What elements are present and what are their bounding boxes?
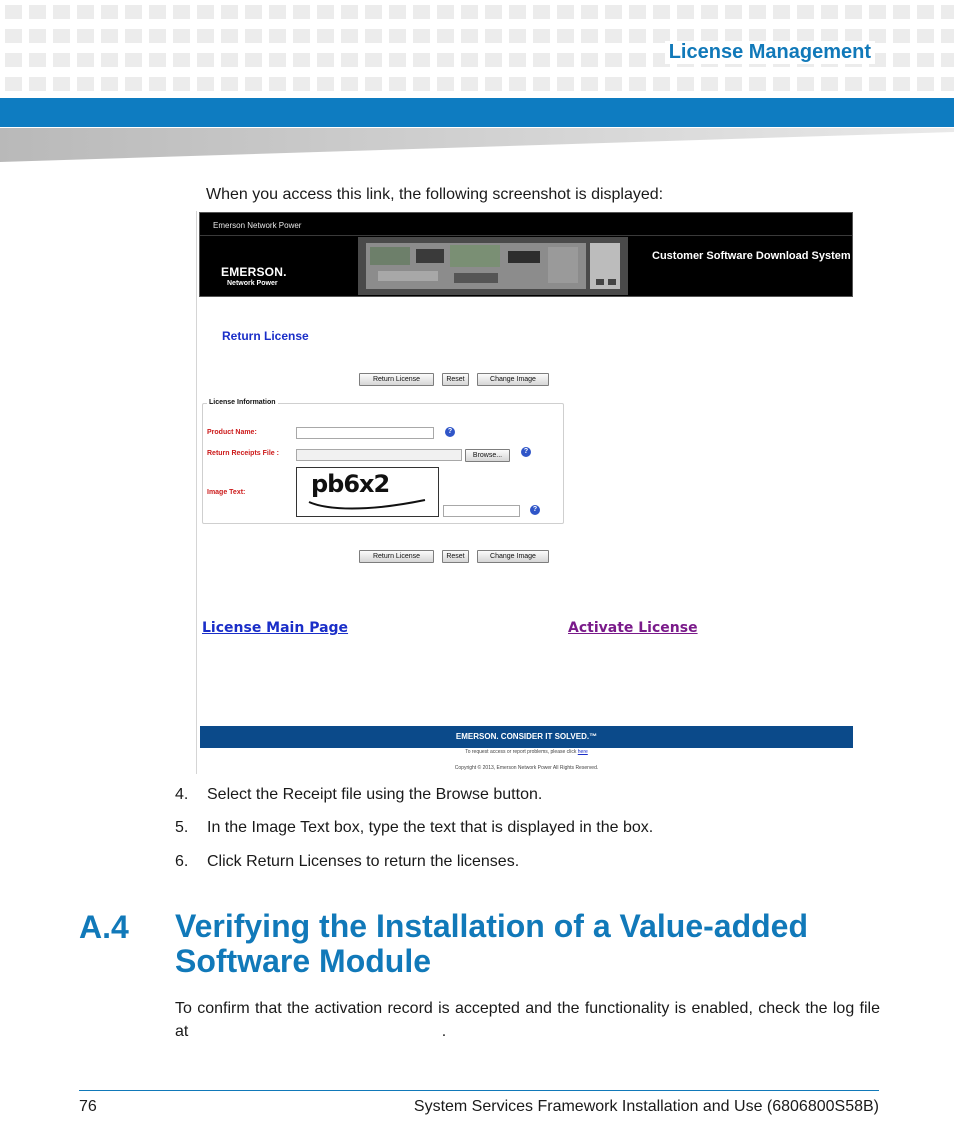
grid-cell [365, 53, 382, 67]
grid-cell [653, 5, 670, 19]
license-main-page-link[interactable]: License Main Page [202, 620, 349, 636]
grid-cell [197, 5, 214, 19]
return-license-button-bottom[interactable]: Return License [359, 550, 434, 563]
grid-cell [845, 77, 862, 91]
grid-cell [917, 29, 934, 43]
grid-cell [533, 77, 550, 91]
grid-cell [365, 77, 382, 91]
grid-cell [293, 5, 310, 19]
grid-cell [293, 53, 310, 67]
grid-cell [53, 77, 70, 91]
grid-cell [101, 77, 118, 91]
grid-cell [677, 77, 694, 91]
grid-cell [269, 5, 286, 19]
circuit-board-image [358, 237, 628, 295]
image-text-input[interactable] [443, 505, 520, 517]
grid-cell [125, 29, 142, 43]
grid-cell [533, 53, 550, 67]
step-item [175, 819, 653, 837]
step-text: In the Image Text box, type the text that is displayed in the box. [207, 819, 654, 836]
grid-cell [77, 29, 94, 43]
grid-cell [509, 53, 526, 67]
grid-cell [149, 77, 166, 91]
grid-cell [485, 53, 502, 67]
grid-cell [701, 5, 718, 19]
system-title: Customer Software Download System [652, 250, 851, 262]
grid-cell [413, 53, 430, 67]
grid-cell [581, 5, 598, 19]
product-name-help-icon[interactable]: ? [445, 427, 455, 437]
grid-cell [917, 53, 934, 67]
grid-cell [509, 29, 526, 43]
intro-text: When you access this link, the following screenshot is displayed: [206, 186, 664, 203]
grid-cell [461, 5, 478, 19]
grid-cell [317, 29, 334, 43]
grid-cell [725, 5, 742, 19]
grid-cell [845, 5, 862, 19]
return-receipts-help-icon[interactable]: ? [521, 447, 531, 457]
grid-cell [941, 53, 954, 67]
grid-cell [149, 29, 166, 43]
image-text-label: Image Text: [207, 489, 246, 496]
grid-cell [557, 77, 574, 91]
running-header-title: License Management [665, 41, 875, 64]
emerson-logo-sub: Network Power [227, 280, 278, 287]
grid-cell [581, 53, 598, 67]
step-item [175, 853, 519, 871]
grid-cell [125, 5, 142, 19]
grid-cell [269, 77, 286, 91]
product-name-label: Product Name: [207, 429, 257, 436]
step-number: 6. [175, 853, 189, 870]
grid-cell [437, 5, 454, 19]
grid-cell [173, 5, 190, 19]
grid-cell [245, 5, 262, 19]
grid-cell [869, 5, 886, 19]
site-banner [199, 212, 853, 297]
footer-rule [79, 1090, 879, 1091]
grid-cell [485, 77, 502, 91]
grid-cell [5, 29, 22, 43]
grid-cell [389, 53, 406, 67]
grid-cell [725, 77, 742, 91]
grid-cell [557, 53, 574, 67]
grid-cell [341, 29, 358, 43]
grid-cell [173, 53, 190, 67]
grid-cell [125, 53, 142, 67]
grid-cell [341, 77, 358, 91]
grid-cell [749, 77, 766, 91]
grid-cell [437, 53, 454, 67]
reset-button-bottom[interactable]: Reset [442, 550, 469, 563]
grid-cell [413, 5, 430, 19]
grid-cell [605, 53, 622, 67]
grid-cell [317, 77, 334, 91]
grid-cell [101, 53, 118, 67]
grid-cell [221, 5, 238, 19]
grid-cell [437, 29, 454, 43]
grid-cell [677, 5, 694, 19]
grid-cell [269, 53, 286, 67]
grid-cell [461, 53, 478, 67]
section-number: A.4 [79, 909, 129, 945]
grid-cell [941, 29, 954, 43]
grid-cell [53, 29, 70, 43]
grid-cell [893, 53, 910, 67]
grid-cell [413, 77, 430, 91]
step-number: 5. [175, 819, 189, 836]
grid-cell [557, 29, 574, 43]
grid-cell [893, 77, 910, 91]
grid-cell [797, 5, 814, 19]
change-image-button-bottom[interactable]: Change Image [477, 550, 549, 563]
grid-cell [869, 77, 886, 91]
grid-cell [197, 29, 214, 43]
grid-cell [413, 29, 430, 43]
grid-cell [389, 29, 406, 43]
captcha-image [296, 467, 439, 517]
grid-cell [317, 53, 334, 67]
document-title: System Services Framework Installation and Use (6806800S58B) [413, 1098, 879, 1115]
grid-cell [365, 5, 382, 19]
grid-cell [557, 5, 574, 19]
grid-cell [173, 77, 190, 91]
browse-button[interactable]: Browse... [465, 449, 510, 462]
section-title: Verifying the Installation of a Value-added Software Module [175, 908, 809, 979]
grid-cell [437, 77, 454, 91]
grid-cell [29, 29, 46, 43]
grid-cell [77, 5, 94, 19]
header-grey-wedge [0, 128, 954, 164]
grid-cell [5, 77, 22, 91]
grid-cell [5, 5, 22, 19]
grid-cell [341, 53, 358, 67]
license-information-legend: License Information [209, 399, 276, 406]
grid-cell [269, 29, 286, 43]
grid-cell [389, 5, 406, 19]
grid-cell [821, 77, 838, 91]
grid-cell [197, 77, 214, 91]
site-footer-bar [200, 726, 853, 748]
grid-cell [53, 5, 70, 19]
return-license-heading: Return License [222, 329, 309, 343]
grid-cell [653, 77, 670, 91]
grid-cell [125, 77, 142, 91]
grid-cell [581, 29, 598, 43]
grid-cell [341, 5, 358, 19]
grid-cell [893, 5, 910, 19]
site-tagline: EMERSON. CONSIDER IT SOLVED.™ [455, 732, 598, 741]
site-brand-small: Emerson Network Power [213, 221, 302, 230]
grid-cell [629, 53, 646, 67]
site-footnote [200, 749, 853, 755]
grid-cell [245, 53, 262, 67]
grid-cell [773, 5, 790, 19]
grid-cell [629, 77, 646, 91]
grid-cell [509, 5, 526, 19]
grid-cell [917, 5, 934, 19]
grid-cell [293, 29, 310, 43]
grid-cell [389, 77, 406, 91]
grid-cell [101, 29, 118, 43]
grid-cell [29, 53, 46, 67]
grid-cell [365, 29, 382, 43]
grid-cell [797, 77, 814, 91]
page-number: 76 [79, 1098, 97, 1115]
change-image-button-top[interactable]: Change Image [477, 373, 549, 386]
grid-cell [221, 77, 238, 91]
grid-cell [77, 53, 94, 67]
grid-cell [605, 77, 622, 91]
grid-cell [605, 29, 622, 43]
site-copyright: Copyright © 2013, Emerson Network Power All Rights Reserved. [454, 765, 599, 771]
grid-cell [821, 5, 838, 19]
grid-cell [293, 77, 310, 91]
grid-cell [197, 53, 214, 67]
step-item [175, 786, 542, 804]
activate-license-link[interactable]: Activate License [568, 620, 698, 636]
grid-cell [509, 77, 526, 91]
grid-cell [701, 77, 718, 91]
header-blue-bar [0, 98, 954, 127]
step-text: Click Return Licenses to return the licenses. [207, 853, 520, 870]
emerson-logo: EMERSON. [221, 265, 287, 279]
grid-cell [629, 29, 646, 43]
grid-cell [173, 29, 190, 43]
site-footnote-link[interactable]: here [577, 749, 588, 755]
site-footnote-text: To request access or report problems, please click [465, 749, 577, 755]
return-license-button-top[interactable]: Return License [359, 373, 434, 386]
captcha-scribble [307, 494, 427, 512]
grid-cell [101, 5, 118, 19]
grid-cell [605, 5, 622, 19]
grid-cell [941, 77, 954, 91]
return-receipts-file-input[interactable] [296, 449, 462, 461]
product-name-input[interactable] [296, 427, 434, 439]
banner-divider [200, 235, 852, 236]
captcha-text: pb6x2 [311, 470, 390, 498]
step-text: Select the Receipt file using the Browse button. [207, 786, 543, 803]
grid-cell [221, 53, 238, 67]
return-receipts-label: Return Receipts File : [207, 450, 279, 457]
grid-cell [893, 29, 910, 43]
grid-cell [317, 5, 334, 19]
body-paragraph: To confirm that the activation record is accepted and the functionality is enabled, check the log file at . [175, 1000, 885, 1040]
step-number: 4. [175, 786, 189, 803]
reset-button-top[interactable]: Reset [442, 373, 469, 386]
grid-cell [941, 5, 954, 19]
grid-cell [485, 5, 502, 19]
grid-cell [581, 77, 598, 91]
grid-cell [629, 5, 646, 19]
embedded-screenshot [196, 211, 853, 774]
grid-cell [5, 53, 22, 67]
grid-cell [533, 29, 550, 43]
grid-cell [149, 53, 166, 67]
grid-cell [917, 77, 934, 91]
grid-cell [461, 77, 478, 91]
grid-cell [461, 29, 478, 43]
grid-cell [245, 77, 262, 91]
image-text-help-icon[interactable]: ? [530, 505, 540, 515]
grid-cell [77, 77, 94, 91]
grid-cell [749, 5, 766, 19]
grid-cell [533, 5, 550, 19]
grid-cell [149, 5, 166, 19]
grid-cell [221, 29, 238, 43]
grid-cell [485, 29, 502, 43]
grid-cell [53, 53, 70, 67]
grid-cell [245, 29, 262, 43]
grid-cell [29, 5, 46, 19]
grid-cell [29, 77, 46, 91]
grid-cell [773, 77, 790, 91]
